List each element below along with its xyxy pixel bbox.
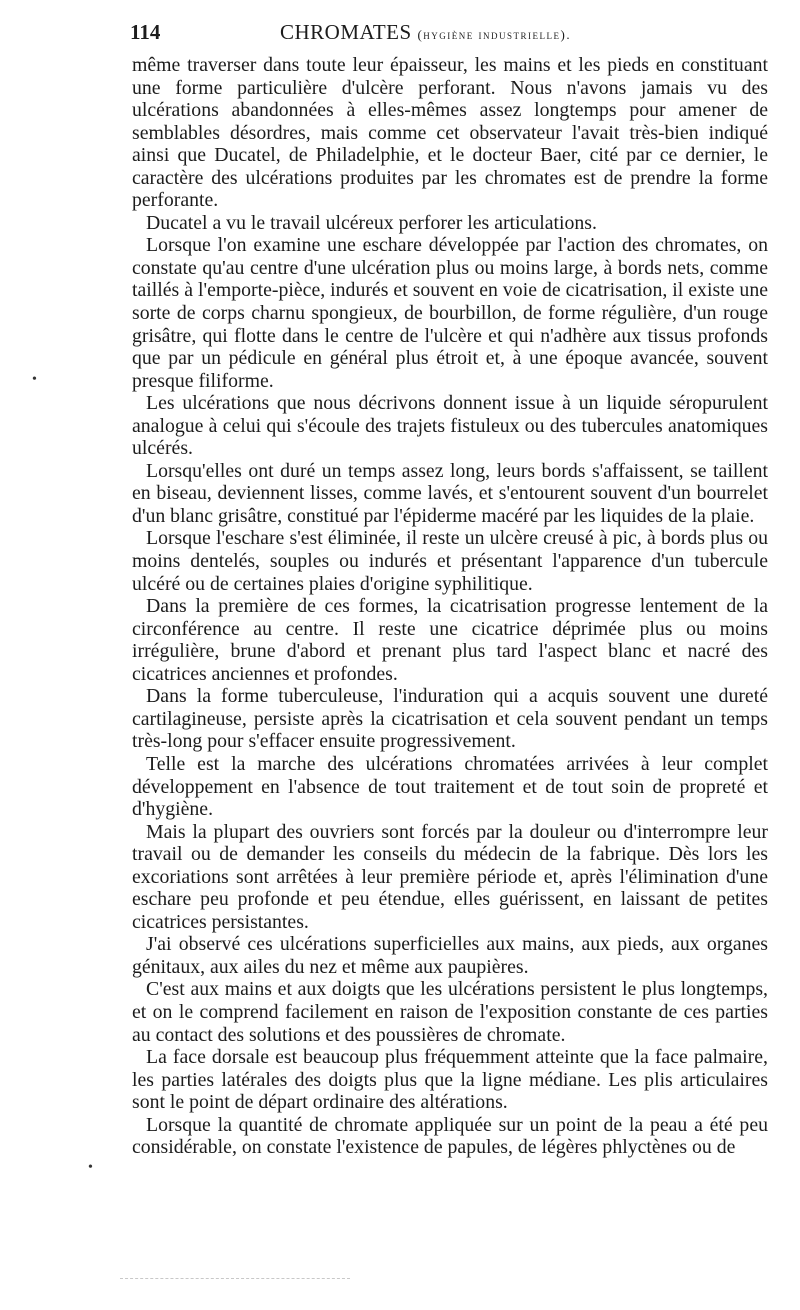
paragraph: Lorsque la quantité de chromate appliquée sur un point de la peau a été peu considérable, on constate l'existence de papules, de légères phlyctènes ou de [132, 1113, 768, 1159]
paragraph: Lorsque l'eschare s'est éliminée, il reste un ulcère creusé à pic, à bords plus ou moins dentelés, souples ou indurés et présentant l'apparence d'un tubercule ulcéré ou de certaines plaies d'origine syphilitique. [132, 527, 768, 595]
paragraph: La face dorsale est beaucoup plus fréquemment atteinte que la face palmaire, les parties latérales des doigts plus que la ligne médiane. Les plis articulaires sont le point de départ ordinaire des altérations. [132, 1046, 768, 1114]
paragraph: J'ai observé ces ulcérations superficielles aux mains, aux pieds, aux organes génitaux, aux ailes du nez et même aux paupières. [132, 933, 768, 978]
paragraph: Les ulcérations que nous décrivons donnent issue à un liquide séropurulent analogue à celui qui s'écoule des trajets fistuleux ou des tubercules anatomiques ulcérés. [132, 392, 768, 460]
body-text [132, 54, 768, 1159]
page-header [130, 20, 760, 48]
paragraph: Telle est la marche des ulcérations chromatées arrivées à leur complet développement en l'absence de tout traitement et de tout soin de propreté et d'hygiène. [132, 752, 768, 821]
page-number: 114 [130, 20, 161, 44]
running-head-sub: (hygiène industrielle). [417, 27, 572, 42]
paragraph: Lorsque l'on examine une eschare développée par l'action des chromates, on constate qu'au centre d'une ulcération plus ou moins large, à bords nets, comme taillés à l'emporte-pièce, indurés et souvent en voie de cicatrisation, il existe une sorte de corps charnu spongieux, de bourbillon, de forme régulière, d'un rouge grisâtre, qui flotte dans le centre de l'ulcère et qui n'adhère aux tissus profonds que par un pédicule en général plus étroit et, à une époque avancée, souvent presque filiforme. [132, 234, 768, 392]
paragraph: même traverser dans toute leur épaisseur, les mains et les pieds en constituant une forme particulière d'ulcère perforant. Nous n'avons jamais vu des ulcérations abandonnées à elles-mêmes assez longtemps pour amener de semblables désordres, mais comme cet observateur l'avait très-bien indiqué ainsi que Ducatel, de Philadelphie, et le docteur Baer, cité par ce dernier, le caractère des ulcérations produites par les chromates est de prendre la forme perforante. [132, 54, 768, 212]
paragraph: Lorsqu'elles ont duré un temps assez long, leurs bords s'affaissent, se taillent en biseau, deviennent lisses, comme lavés, et s'entourent souvent d'un bourrelet d'un blanc grisâtre, constitué par l'épiderme macéré par les liquides de la plaie. [132, 459, 768, 527]
footer-rule [120, 1278, 350, 1279]
paragraph: Dans la première de ces formes, la cicatrisation progresse lentement de la circonférence au centre. Il reste une cicatrice déprimée plus ou moins irrégulière, brune d'abord et prenant plus tard l'aspect blanc et nacré des cicatrices anciennes et profondes. [132, 595, 768, 685]
paragraph: C'est aux mains et aux doigts que les ulcérations persistent le plus longtemps, et on le comprend facilement en raison de l'exposition constante de ces parties au contact des solutions et des poussières de chromate. [132, 978, 768, 1046]
margin-dot: • [88, 1160, 93, 1175]
running-head [280, 20, 571, 45]
paragraph: Ducatel a vu le travail ulcéreux perforer les articulations. [146, 211, 597, 234]
paragraph: Mais la plupart des ouvriers sont forcés par la douleur ou d'interrompre leur travail ou de demander les conseils du médecin de la fabrique. Dès lors les excoriations sont arrêtées à leur première période et, après l'élimination d'une eschare peu profonde et peu étendue, elles guérissent, en laissant de petites cicatrices persistantes. [132, 820, 768, 933]
running-head-main: CHROMATES [280, 20, 412, 44]
margin-dot: • [32, 372, 37, 387]
paragraph: Dans la forme tuberculeuse, l'induration qui a acquis souvent une dureté cartilagineuse, persiste après la cicatrisation et cela souvent pendant un temps très-long pour s'effacer ensuite progressivement. [132, 685, 768, 753]
